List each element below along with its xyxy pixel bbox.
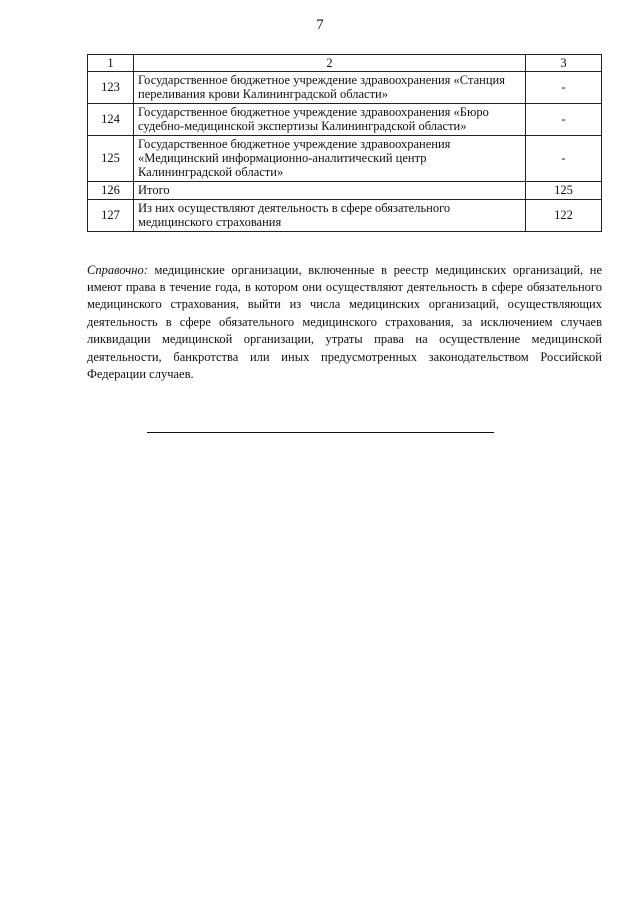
table-row [88, 136, 602, 182]
total-label-cell: Итого [134, 182, 526, 200]
reference-note-label: Справочно: [87, 262, 148, 277]
medical-organizations-table [87, 54, 602, 232]
column-header-1: 1 [88, 55, 134, 72]
table-row [88, 182, 602, 200]
table-row [88, 200, 602, 232]
end-divider [147, 432, 494, 433]
organization-name-cell: Государственное бюджетное учреждение здравоохранения «Станция переливания крови Калининградской области» [134, 72, 526, 104]
column-header-3: 3 [526, 55, 602, 72]
reference-note-text: медицинские организации, включенные в реестр медицинских организаций, не имеют права в течение года, в котором они осуществляют деятельность в сфере обязательного медицинского страхования, выйти из числа медицинских организаций, осуществляющих деятельность в сфере обязательного медицинского страхования, за исключением случаев ликвидации медицинской организации, утраты права на осуществление медицинской деятельности, банкротства или иных предусмотренных законодательством Российской Федерации случаев. [87, 262, 602, 381]
oms-label-cell: Из них осуществляют деятельность в сфере обязательного медицинского страхования [134, 200, 526, 232]
row-number-cell: 126 [88, 182, 134, 200]
value-cell: - [526, 72, 602, 104]
total-value-cell: 125 [526, 182, 602, 200]
row-number-cell: 124 [88, 104, 134, 136]
oms-value-cell: 122 [526, 200, 602, 232]
table-header-row [88, 55, 602, 72]
organization-name-cell: Государственное бюджетное учреждение здравоохранения «Медицинский информационно-аналитический центр Калининградской области» [134, 136, 526, 182]
page-number: 7 [316, 17, 324, 33]
row-number-cell: 123 [88, 72, 134, 104]
table-row [88, 104, 602, 136]
row-number-cell: 125 [88, 136, 134, 182]
reference-note [87, 262, 602, 384]
value-cell: - [526, 136, 602, 182]
column-header-2: 2 [134, 55, 526, 72]
organization-name-cell: Государственное бюджетное учреждение здравоохранения «Бюро судебно-медицинской экспертизы Калининградской области» [134, 104, 526, 136]
table-row [88, 72, 602, 104]
value-cell: - [526, 104, 602, 136]
row-number-cell: 127 [88, 200, 134, 232]
